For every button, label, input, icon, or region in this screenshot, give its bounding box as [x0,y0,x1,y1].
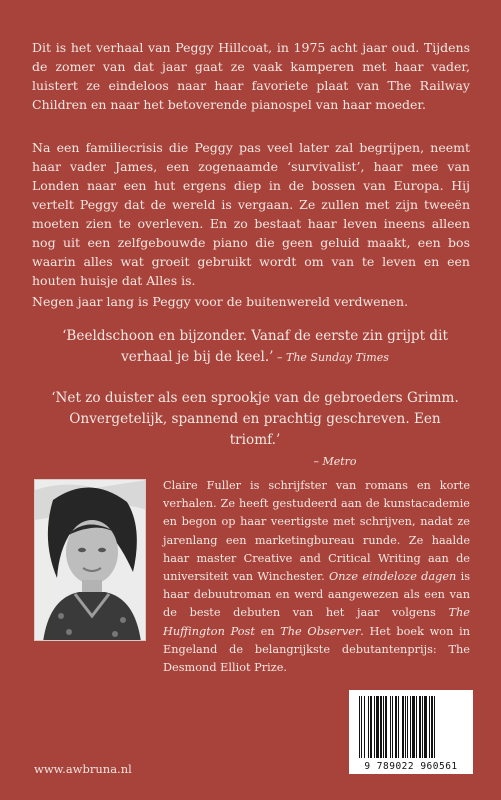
isbn-barcode [349,690,473,774]
book-title: Onze eindeloze dagen [328,570,457,584]
review-quote-metro [50,388,460,472]
review-quote-text: ‘Beeldschoon en bijzonder. Vanaf de eerste zin grijpt dit verhaal je bij de keel.’ [62,328,448,365]
author-bio [163,477,470,677]
bio-text: is haar debuutroman en werd aangewezen als een van de beste debuten van het jaar volgens [163,570,470,620]
review-dash: – [273,351,286,364]
review-attribution [50,451,460,472]
bio-text: . Het boek won in Engeland de belangrijkste debutantenprijs: The Desmond Elliot Prize. [163,624,470,675]
bio-text: Claire Fuller is schrijfster van romans en korte verhalen. Ze heeft gestudeerd aan de kunstacademie en begon op haar veertigste met schrijven, nadat ze jarenlang een marketingbureau runde. Ze haalde haar master Creative and Critical Writing aan de universiteit van Winchester. [163,479,470,584]
barcode-bars [357,696,465,758]
publication-name: The Observer [280,624,361,638]
publisher-website[interactable]: www.awbruna.nl [34,762,132,776]
author-portrait-image [35,480,146,641]
synopsis-paragraph-2: Na een familiecrisis die Peggy pas veel later zal begrijpen, neemt haar vader James, een zogenaamde ‘survivalist’, haar mee van Londen naar een hut ergens diep in de bossen van Europa. Hij vertelt Peggy dat de wereld is vergaan. Ze zullen met zijn tweeën moeten zien te overleven. En zo bestaat haar leven ineens alleen nog uit een zelfgebouwde piano die geen geluid maakt, een bos waarin alles wat groeit gebruikt wordt om van te leven en een houten huisje dat Alles is. [32,140,470,288]
bio-text: en [254,624,281,638]
review-dash: – [313,455,323,468]
isbn-number: 9 789022 960561 [364,761,458,772]
review-source: The Sunday Times [286,351,389,364]
review-quote-sunday-times [50,326,460,368]
publication-name: The Huffington Post [163,606,470,638]
synopsis-paragraph-1: Dit is het verhaal van Peggy Hillcoat, in 1975 acht jaar oud. Tijdens de zomer van dat jaar gaat ze vaak kamperen met haar vader, luistert ze eindeloos naar haar favoriete plaat van The Railway Children en naar het betoverende pianospel van haar moeder. [32,40,470,112]
synopsis-paragraph-3: Negen jaar lang is Peggy voor de buitenwereld verdwenen. [32,294,409,309]
review-source: Metro [322,455,357,468]
review-quote-text: ‘Net zo duister als een sprookje van de gebroeders Grimm. Onvergetelijk, spannend en prachtig geschreven. Een triomf.’ [51,390,459,448]
author-photo [34,479,146,641]
